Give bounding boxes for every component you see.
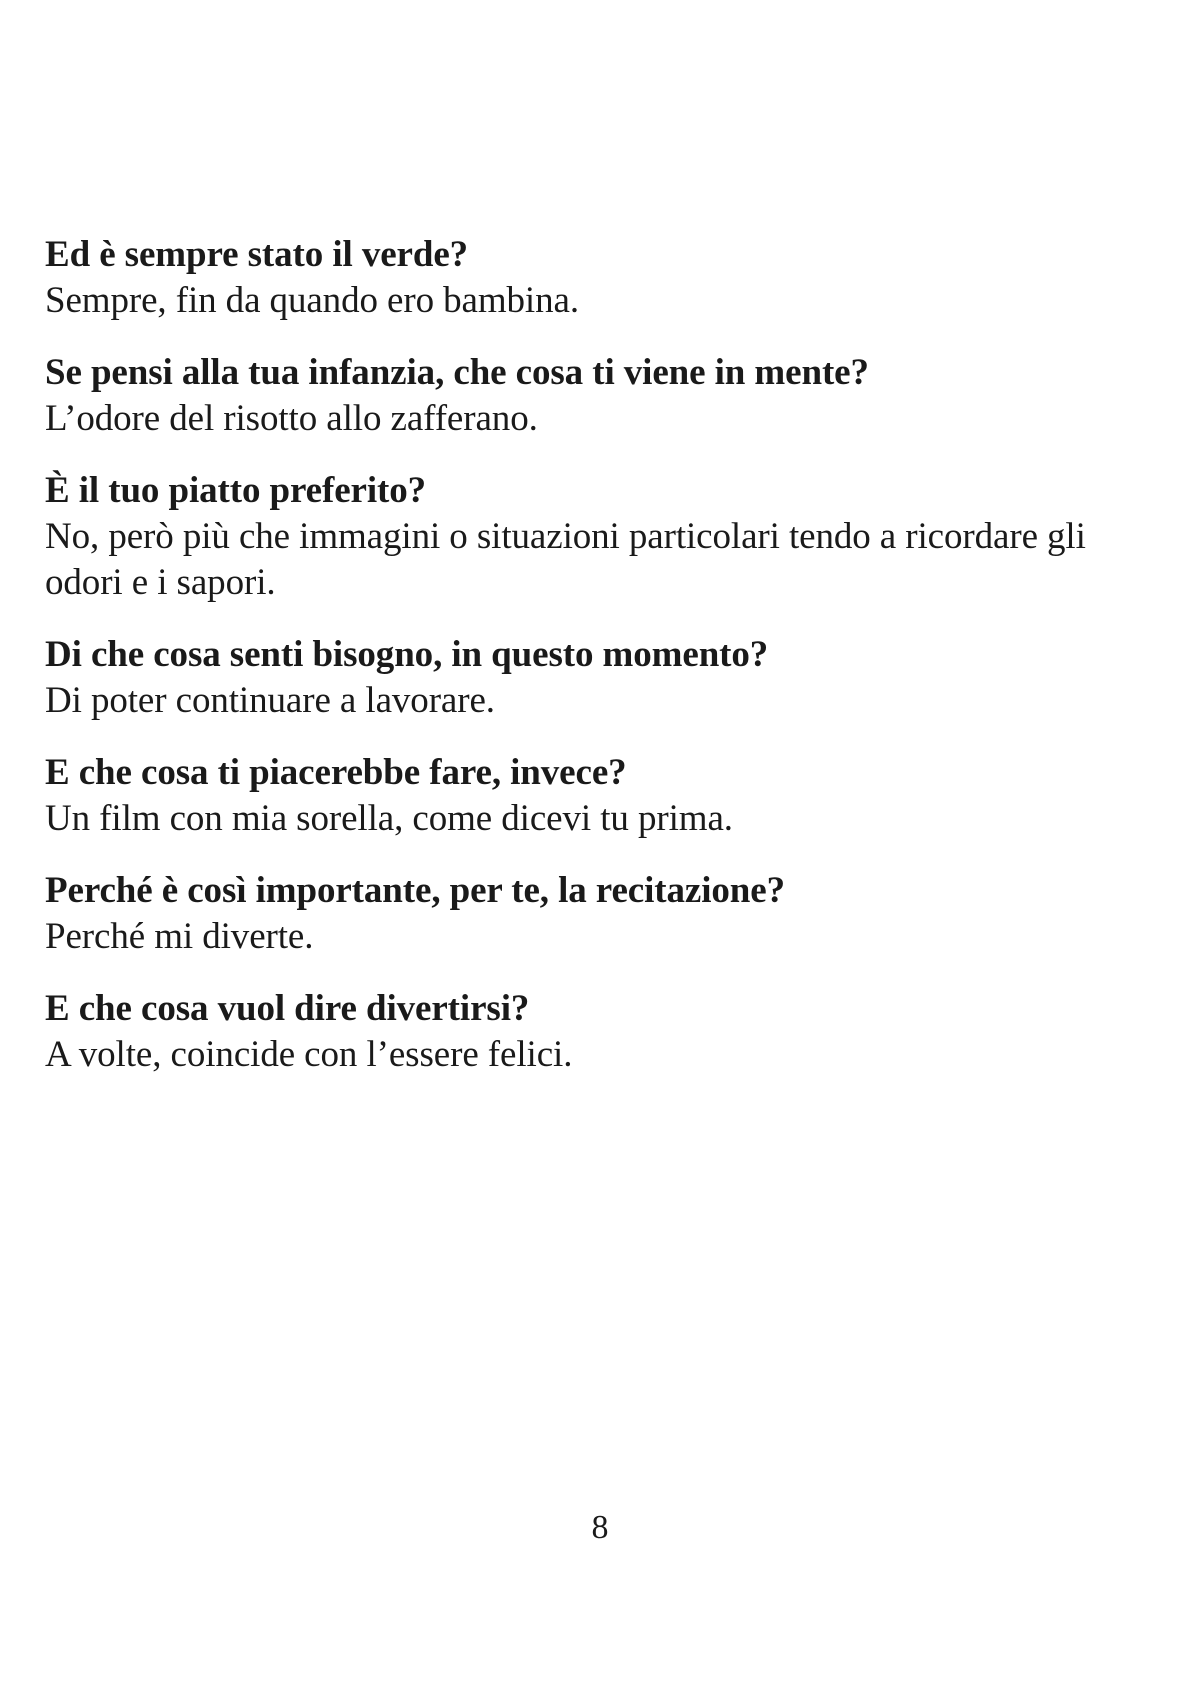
answer-text: A volte, coincide con l’essere felici. [45,1034,573,1075]
qa-block [45,986,1125,1078]
question-text: E che cosa vuol dire divertirsi? [45,988,530,1029]
answer-text: Perché mi diverte. [45,916,314,957]
question-text: E che cosa ti piacerebbe fare, invece? [45,752,627,793]
answer-text: Un film con mia sorella, come dicevi tu prima. [45,798,733,839]
page-number: 8 [591,1509,609,1546]
question-text: Perché è così importante, per te, la recitazione? [45,870,785,911]
question-text: È il tuo piatto preferito? [45,470,427,511]
answer-text: Sempre, fin da quando ero bambina. [45,280,579,321]
qa-block [45,232,1125,324]
qa-block [45,632,1125,724]
qa-block [45,468,1125,606]
answer-text: L’odore del risotto allo zafferano. [45,398,538,439]
question-text: Ed è sempre stato il verde? [45,234,469,275]
qa-block [45,750,1125,842]
question-text: Se pensi alla tua infanzia, che cosa ti viene in mente? [45,352,869,393]
qa-block [45,350,1125,442]
interview-body [45,232,1125,1104]
question-text: Di che cosa senti bisogno, in questo momento? [45,634,769,675]
answer-text: No, però più che immagini o situazioni particolari tendo a ricordare gli odori e i sapori. [45,516,1086,603]
answer-text: Di poter continuare a lavorare. [45,680,495,721]
qa-block [45,868,1125,960]
